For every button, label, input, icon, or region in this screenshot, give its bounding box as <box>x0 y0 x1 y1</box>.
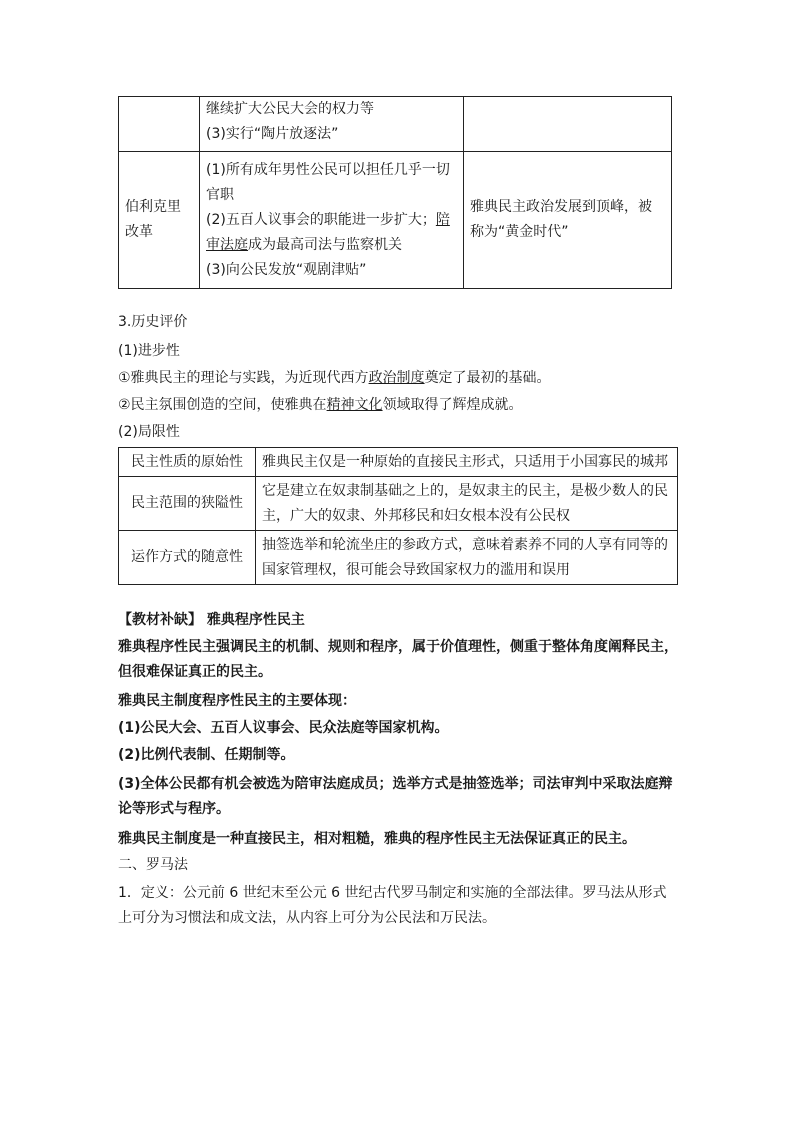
cell-line: (3)实行“陶片放逐法” <box>206 126 339 142</box>
paragraph <box>118 368 551 388</box>
supplement-paragraph: 雅典民主制度是一种直接民主，相对粗糙，雅典的程序性民主无法保证真正的民主。 <box>118 831 636 847</box>
cell-line: 继续扩大公民大会的权力等 <box>206 101 374 117</box>
text-segment: (2)五百人议事会的职能进一步扩大； <box>206 211 436 228</box>
reform-content-cell <box>200 152 464 289</box>
sub-heading: (1)进步性 <box>118 343 180 359</box>
text-segment: 成为最高司法与监察机关 <box>248 236 402 253</box>
definition-paragraph: 1．定义：公元前 6 世纪末至公元 6 世纪古代罗马制定和实施的全部法律。罗马法从形式上可分为习惯法和成文法，从内容上可分为公民法和万民法。 <box>118 885 667 926</box>
reform-effect-cell: 雅典民主政治发展到顶峰，被称为“黄金时代” <box>464 152 672 289</box>
limitation-table <box>118 447 678 585</box>
supplement-paragraph: (3)全体公民都有机会被选为陪审法庭成员；选举方式是抽签选举；司法审判中采取法庭辩论等形式与程序。 <box>118 776 673 817</box>
underlined-keyword: 陪审法庭 <box>206 211 450 253</box>
supplement-paragraph: 雅典民主制度程序性民主的主要体现： <box>118 693 356 709</box>
supplement-title: 【教材补缺】 雅典程序性民主 <box>118 612 305 628</box>
paragraph <box>118 395 523 415</box>
supplement-paragraph: 雅典程序性民主强调民主的机制、规则和程序，属于价值理性，侧重于整体角度阐释民主，但很难保证真正的民主。 <box>118 639 678 680</box>
text-segment: 奠定了最初的基础。 <box>424 370 551 386</box>
sub-heading: (2)局限性 <box>118 424 180 440</box>
text-segment: ②民主氛围创造的空间，使雅典在 <box>118 397 327 413</box>
table-row <box>119 448 678 477</box>
limitation-value: 雅典民主仅是一种原始的直接民主形式，只适用于小国寡民的城邦 <box>256 448 678 477</box>
supplement-paragraph: (2)比例代表制、任期制等。 <box>118 747 295 763</box>
limitation-key: 民主范围的狭隘性 <box>119 477 256 531</box>
text-segment: 领域取得了辉煌成就。 <box>382 397 523 413</box>
cell-line <box>206 208 457 258</box>
table-row <box>119 97 672 152</box>
text-segment: ①雅典民主的理论与实践，为近现代西方 <box>118 370 369 386</box>
cell-line: (3)向公民发放“观剧津贴” <box>206 261 367 278</box>
underlined-keyword: 精神文化 <box>326 397 383 413</box>
limitation-value: 抽签选举和轮流坐庄的参政方式，意味着素养不同的人享有同等的国家管理权，很可能会导致国家权力的滥用和误用 <box>256 531 678 585</box>
limitation-key: 民主性质的原始性 <box>119 448 256 477</box>
cell-line: (1)所有成年男性公民可以担任几乎一切官职 <box>206 161 450 203</box>
table-row <box>119 531 678 585</box>
table-row <box>119 477 678 531</box>
reform-name-cell: 伯利克里改革 <box>119 152 200 289</box>
section-heading: 二、罗马法 <box>118 857 188 873</box>
limitation-value: 它是建立在奴隶制基础之上的，是奴隶主的民主，是极少数人的民主，广大的奴隶、外邦移民和妇女根本没有公民权 <box>256 477 678 531</box>
table-cell <box>119 97 200 152</box>
table-cell <box>200 97 464 152</box>
table-row <box>119 152 672 289</box>
section-heading: 3.历史评价 <box>118 314 188 330</box>
limitation-key: 运作方式的随意性 <box>119 531 256 585</box>
reform-table <box>118 96 672 289</box>
table-cell <box>464 97 672 152</box>
underlined-keyword: 政治制度 <box>368 370 425 386</box>
supplement-paragraph: (1)公民大会、五百人议事会、民众法庭等国家机构。 <box>118 720 449 736</box>
